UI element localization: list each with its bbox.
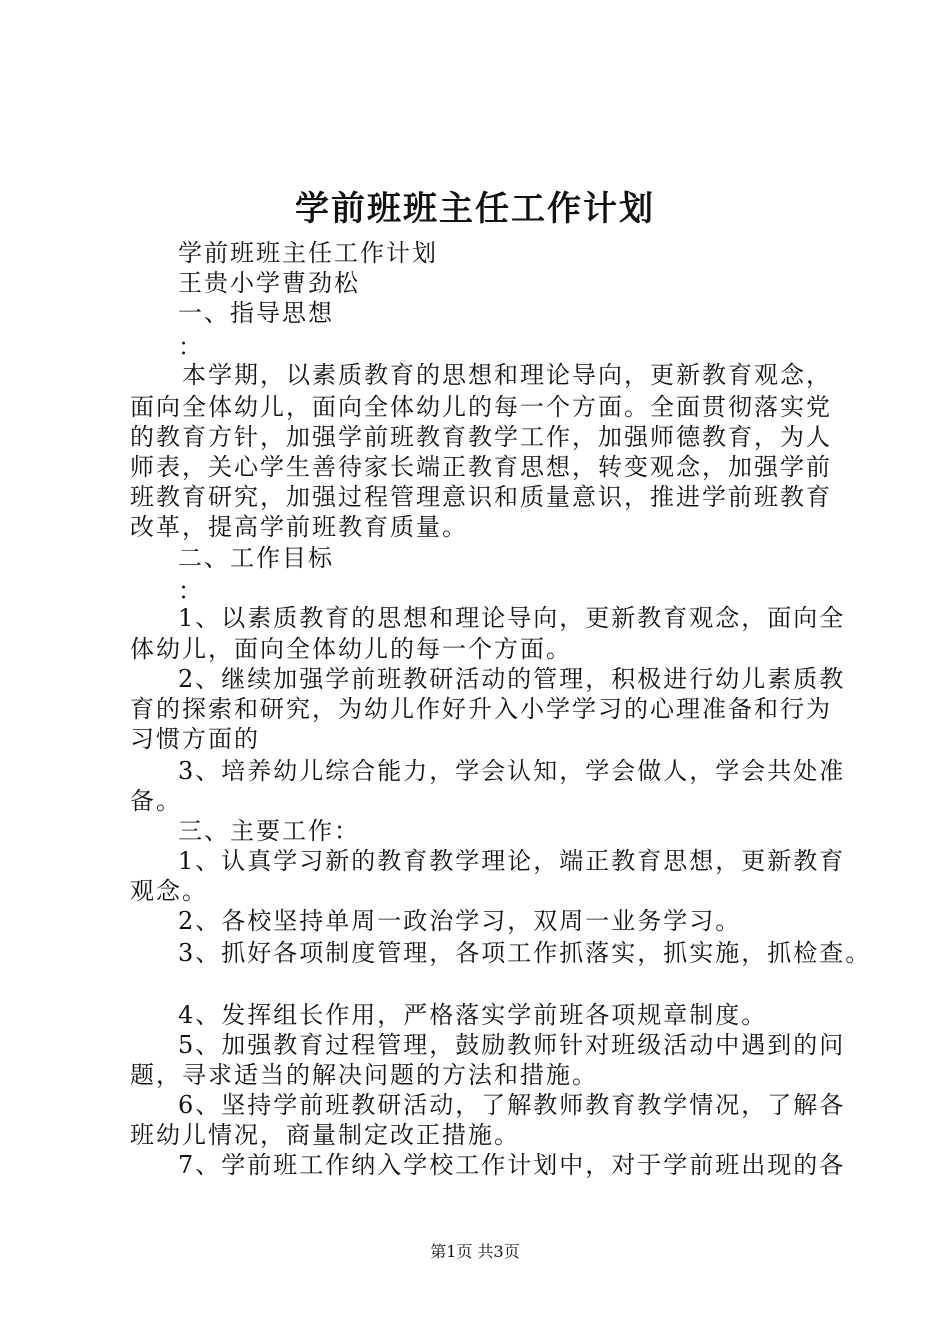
text-line: 5、加强教育过程管理，鼓励教师针对班级活动中遇到的问 <box>178 1031 846 1059</box>
section-heading: 三、主要工作： <box>178 817 360 845</box>
text-line: ： <box>178 577 204 605</box>
text-line: 2、各校坚持单周一政治学习，双周一业务学习。 <box>178 907 742 935</box>
text-line: 习惯方面的 <box>130 725 260 753</box>
text-line: 师表，关心学生善待家长端正教育思想，转变观念，加强学前 <box>130 453 832 481</box>
text-line: 面向全体幼儿，面向全体幼儿的每一个方面。全面贯彻落实党 <box>130 393 832 421</box>
text-line: 1、认真学习新的教育教学理论，端正教育思想，更新教育 <box>178 847 846 875</box>
text-line: 体幼儿，面向全体幼儿的每一个方面。 <box>130 635 572 663</box>
text-line: ： <box>178 333 204 361</box>
page-footer: 第1页 共3页 <box>430 1242 520 1261</box>
text-line: 7、学前班工作纳入学校工作计划中，对于学前班出现的各 <box>178 1151 846 1179</box>
section-heading: 二、工作目标 <box>178 544 334 572</box>
text-line: 备。 <box>130 787 182 815</box>
text-line: 改革，提高学前班教育质量。 <box>130 513 468 541</box>
text-line: 6、坚持学前班教研活动，了解教师教育教学情况，了解各 <box>178 1091 846 1119</box>
section-heading: 一、指导思想 <box>178 299 334 327</box>
text-line: 题，寻求适当的解决问题的方法和措施。 <box>130 1061 598 1089</box>
text-line: 3、抓好各项制度管理，各项工作抓落实，抓实施，抓检查。 <box>178 939 872 967</box>
text-line: 2、继续加强学前班教研活动的管理，积极进行幼儿素质教 <box>178 665 846 693</box>
document-title: 学前班班主任工作计划 <box>295 189 655 229</box>
text-line: 4、发挥组长作用，严格落实学前班各项规章制度。 <box>178 1001 768 1029</box>
text-line: 1、以素质教育的思想和理论导向，更新教育观念，面向全 <box>178 604 846 632</box>
text-line: 班教育研究，加强过程管理意识和质量意识，推进学前班教育 <box>130 483 832 511</box>
text-line: 3、培养幼儿综合能力，学会认知，学会做人，学会共处准 <box>178 757 846 785</box>
text-line: 学前班班主任工作计划 <box>178 239 438 267</box>
text-line: 本学期，以素质教育的思想和理论导向，更新教育观念， <box>182 361 832 389</box>
text-line: 的教育方针，加强学前班教育教学工作，加强师德教育，为人 <box>130 423 832 451</box>
text-line: 班幼儿情况，商量制定改正措施。 <box>130 1121 520 1149</box>
text-line: 育的探索和研究，为幼儿作好升入小学学习的心理准备和行为 <box>130 695 832 723</box>
text-line: 王贵小学曹劲松 <box>178 269 360 297</box>
text-line: 观念。 <box>130 877 208 905</box>
